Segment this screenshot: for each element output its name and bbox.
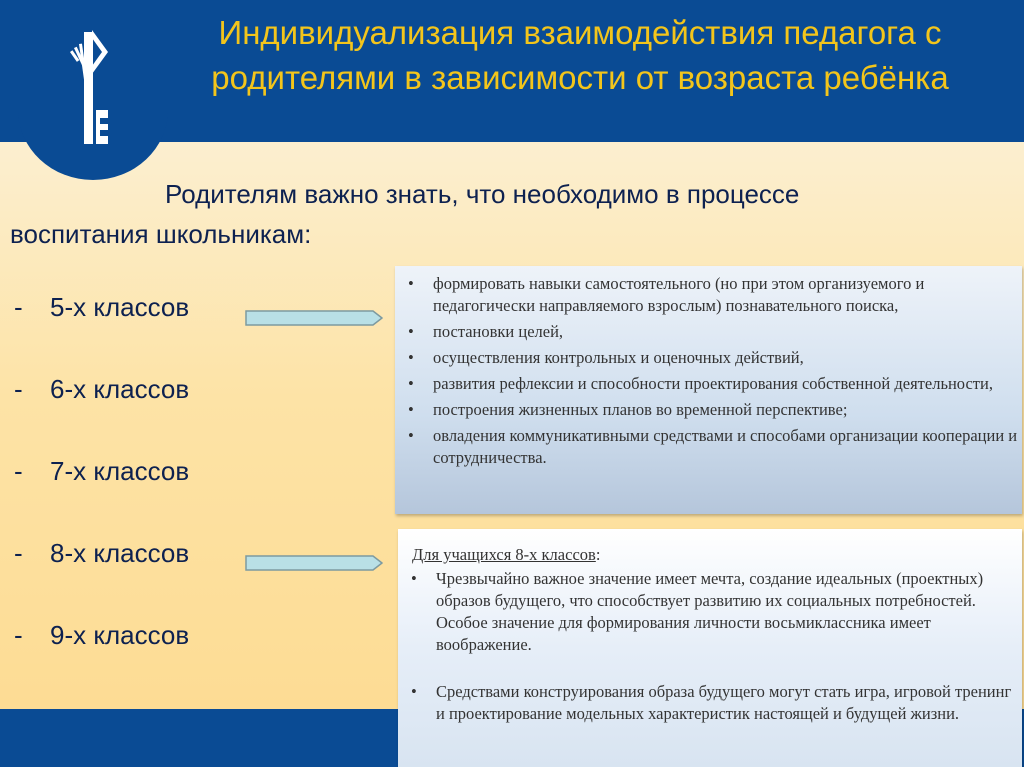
grade-item-7: - 7-х классов	[14, 456, 190, 486]
list-item: • Чрезвычайно важное значение имеет мечта, создание идеальных (проектных) образов будущего, что способствует развитию их социальных потребностей. Особое значение для формирования личности восьмиклассника имеет воображение.	[411, 569, 984, 654]
arrow-right-icon	[245, 555, 383, 571]
grade-item-5: - 5-х классов	[14, 292, 190, 322]
grade-label: 8-х классов	[50, 538, 190, 568]
grade-label: 5-х классов	[50, 292, 190, 322]
intro-text	[10, 174, 1010, 254]
list-item: • развития рефлексии и способности проектирования собственной деятельности,	[408, 374, 993, 393]
grade-label: 7-х классов	[50, 456, 190, 486]
list-item: • построения жизненных планов во временной перспективе;	[408, 400, 848, 419]
intro-line-2: воспитания школьникам:	[10, 219, 312, 249]
grade-item-8: - 8-х классов	[14, 538, 190, 568]
rs-monogram-logo-icon	[64, 26, 124, 156]
arrow-right-icon	[245, 310, 383, 326]
list-item: • формировать навыки самостоятельного (но при этом организуемого и педагогически направляемого взрослым) познавательного поиска,	[408, 274, 925, 315]
grade-label: 6-х классов	[50, 374, 190, 404]
grade8-info-box	[398, 529, 1022, 767]
grade5-info-box	[395, 266, 1022, 514]
list-item: • осуществления контрольных и оценочных действий,	[408, 348, 804, 367]
grade-label: 9-х классов	[50, 620, 190, 650]
list-item: • постановки целей,	[408, 322, 564, 341]
list-item: • овладения коммуникативными средствами и способами организации кооперации и сотрудничества.	[408, 426, 1018, 467]
list-item: • Средствами конструирования образа будущего могут стать игра, игровой тренинг и проектирование модельных характеристик настоящей и будущей жизни.	[411, 682, 1012, 723]
slide-title: Индивидуализация взаимодействия педагога с родителями в зависимости от возраста ребёнка	[211, 14, 949, 96]
grade-item-6: - 6-х классов	[14, 374, 190, 404]
grade-item-9: - 9-х классов	[14, 620, 190, 650]
grade8-box-heading: Для учащихся 8-х классов:	[412, 545, 601, 564]
intro-line-1: Родителям важно знать, что необходимо в процессе	[165, 179, 800, 209]
